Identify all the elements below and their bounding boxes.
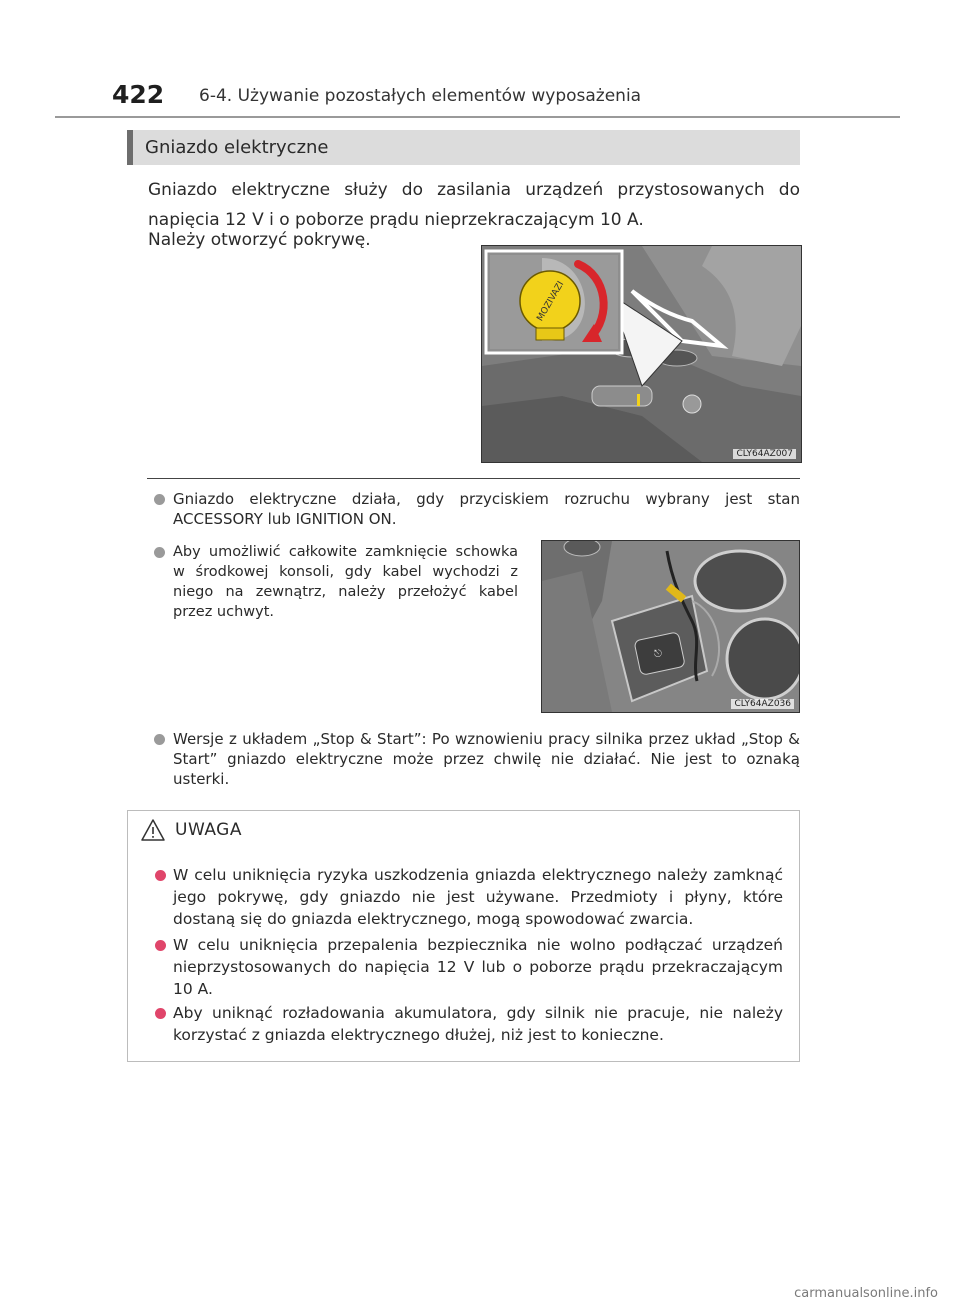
- note-bullet: [154, 547, 165, 558]
- title-tab: [127, 130, 133, 165]
- warning-item-3: Aby uniknąć rozładowania akumulatora, gdy silnik nie pracuje, nie należy korzystać z gniazda elektrycznego dłużej, niż jest to konieczne.: [173, 1004, 783, 1044]
- warning-item-2: W celu uniknięcia przepalenia bezpiecznika nie wolno podłączać urządzeń nieprzystosowanych do napięcia 12 V lub o poborze prądu przekraczającym 10 A.: [173, 936, 783, 998]
- svg-text:⎋: ⎋: [654, 649, 662, 660]
- warning-title: UWAGA: [175, 820, 242, 840]
- section-title-bar: [127, 130, 800, 165]
- warning-item-1: W celu uniknięcia ryzyka uszkodzenia gniazda elektrycznego należy zamknąć jego pokrywę, gdy gniazdo nie jest używane. Przedmioty i płyny, które dostaną się do gniazda elektrycznego, mogą spowodować zwarcia.: [173, 866, 783, 928]
- figure-code-2: CLY64AZ036: [731, 699, 794, 709]
- note-2: Aby umożliwić całkowite zamknięcie schowka w środkowej konsoli, gdy kabel wychodzi z niego na zewnątrz, należy przełożyć kabel przez uchwyt.: [173, 544, 518, 620]
- outlet-cover-illustration: [481, 245, 802, 463]
- note-3: Wersje z układem „Stop & Start”: Po wznowieniu pracy silnika przez układ „Stop & Start” gniazdo elektryczne może przez chwilę nie działać. Nie jest to oznaką usterki.: [173, 730, 800, 788]
- intro-paragraph: Gniazdo elektryczne służy do zasilania urządzeń przystosowanych do napięcia 12 V i o poborze prądu nieprzekraczającym 10 A.: [148, 180, 800, 230]
- note-bullet: [154, 494, 165, 505]
- note-bullet: [154, 734, 165, 745]
- console-storage-photo: [541, 540, 800, 713]
- console-storage-drawing: [542, 541, 799, 712]
- watermark: carmanualsonline.info: [794, 1286, 938, 1301]
- outlet-cover-drawing: [482, 246, 801, 462]
- page-number: 422: [112, 80, 165, 109]
- instruction-text: Należy otworzyć pokrywę.: [148, 230, 371, 250]
- figure-code-1: CLY64AZ007: [733, 449, 796, 459]
- section-header: 6-4. Używanie pozostałych elementów wyposażenia: [199, 86, 642, 106]
- cap-label: MOZIVAZI: [535, 279, 567, 324]
- warning-bullet: [155, 1008, 166, 1019]
- section-divider: [147, 478, 800, 479]
- warning-bullet: [155, 940, 166, 951]
- warning-icon: [140, 818, 166, 842]
- section-title: Gniazdo elektryczne: [145, 137, 329, 158]
- warning-bullet: [155, 870, 166, 881]
- header-rule: [55, 116, 900, 118]
- note-1: Gniazdo elektryczne działa, gdy przyciskiem rozruchu wybrany jest stan ACCESSORY lub IGNITION ON.: [173, 490, 800, 528]
